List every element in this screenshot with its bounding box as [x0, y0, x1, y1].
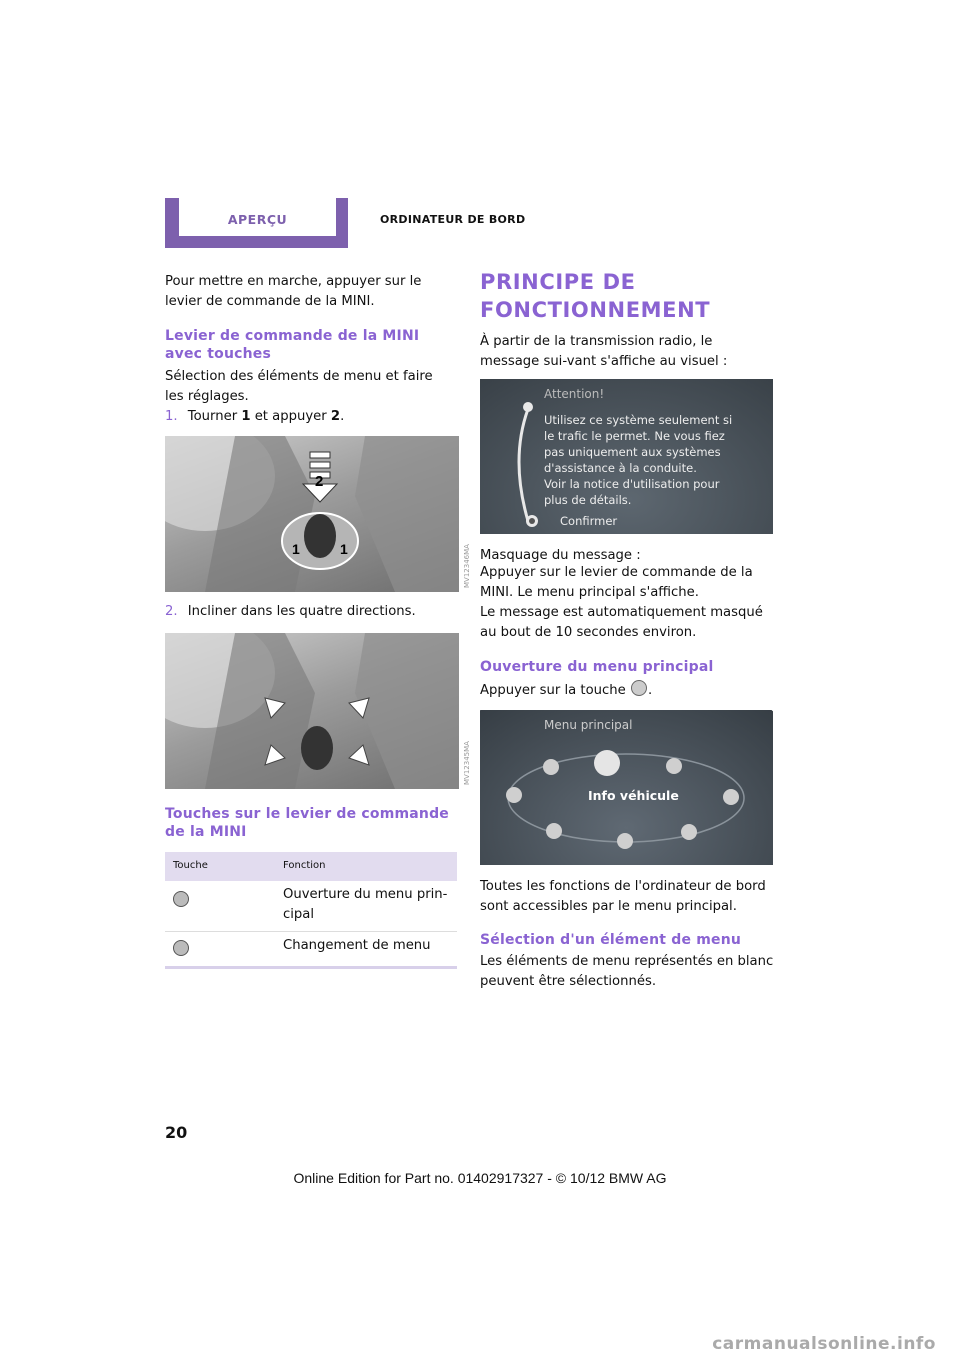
figure1-label-1b: 1 [340, 541, 348, 557]
menu-switch-icon [173, 940, 189, 956]
masquage-text: Appuyer sur le levier de commande de la MINI. Le menu principal s'affiche. [480, 565, 753, 600]
attention-line: le trafic le permet. Ne vous fiez [544, 429, 725, 443]
attention-screen [480, 379, 773, 534]
selection-heading: Sélection d'un élément de menu [480, 932, 742, 948]
step-1 [165, 407, 460, 427]
levier-description: Sélection des éléments de menu et faire les réglages. [165, 369, 433, 404]
figure1-label-1a: 1 [292, 541, 300, 557]
table-row [165, 932, 457, 966]
table-bottom-rule [165, 966, 457, 969]
figure1-code: MV12346MA [463, 544, 471, 588]
figure1-label-2: 2 [315, 473, 324, 490]
table-cell-fonction: Changement de menu [283, 938, 431, 953]
masquage-label: Masquage du message : [480, 548, 641, 563]
step-1-text-b: et appuyer [250, 409, 331, 424]
ouverture-text-b: . [647, 683, 653, 698]
principe-text: À partir de la transmission radio, le message sui-vant s'affiche au visuel : [480, 334, 728, 369]
step-2 [165, 602, 460, 622]
auto-hide-text: Le message est automatiquement masqué au bout de 10 secondes environ. [480, 605, 763, 640]
controller-tilt-photo [165, 633, 459, 789]
table-header-touche: Touche [173, 860, 208, 871]
watermark: carmanualsonline.info [712, 1334, 936, 1354]
figure2-code: MV12345MA [463, 741, 471, 785]
table-header [165, 852, 457, 881]
table-row [165, 881, 457, 931]
main-menu-selected: Info véhicule [588, 788, 679, 803]
home-menu-icon [173, 891, 189, 907]
step-1-bold-b: 2 [330, 409, 341, 424]
home-menu-icon [631, 680, 647, 696]
step-1-number: 1. [165, 409, 178, 424]
toutes-text: Toutes les fonctions de l'ordinateur de bord sont accessibles par le menu principal. [480, 879, 766, 914]
step-1-text-c: . [340, 409, 345, 424]
chapter-title: ORDINATEUR DE BORD [380, 213, 526, 226]
controller-turn-photo [165, 436, 459, 592]
main-menu-screen [480, 710, 773, 865]
ouverture-text-a: Appuyer sur la touche [480, 683, 626, 698]
step-2-number: 2. [165, 604, 178, 619]
table-cell-fonction: Ouverture du menu prin-cipal [283, 887, 448, 922]
ouverture-heading: Ouverture du menu principal [480, 659, 714, 675]
levier-heading: Levier de commande de la MINI avec touches [165, 328, 420, 362]
footer-edition: Online Edition for Part no. 01402917327 - © 10/12 BMW AG [293, 1170, 667, 1186]
step-2-text: Incliner dans les quatre directions. [187, 604, 416, 619]
attention-line: d'assistance à la conduite. [544, 461, 697, 475]
touches-heading: Touches sur le levier de commande de la MINI [165, 806, 449, 840]
attention-line: Voir la notice d'utilisation pour [544, 477, 720, 491]
section-tab-label: APERÇU [179, 198, 336, 236]
confirm-option: Confirmer [560, 514, 618, 528]
attention-line: pas uniquement aux systèmes [544, 445, 721, 459]
page-number: 20 [165, 1123, 188, 1142]
selection-text: Les éléments de menu représentés en blanc peuvent être sélectionnés. [480, 954, 774, 989]
intro-paragraph: Pour mettre en marche, appuyer sur le levier de commande de la MINI. [165, 274, 422, 309]
attention-line: Utilisez ce système seulement si [544, 413, 733, 427]
attention-line: plus de détails. [544, 493, 632, 507]
step-1-text-a: Tourner [187, 409, 242, 424]
table-header-fonction: Fonction [283, 860, 326, 871]
principe-heading: PRINCIPE DE FONCTIONNEMENT [480, 270, 711, 322]
main-menu-title: Menu principal [544, 718, 633, 732]
step-1-bold-a: 1 [241, 409, 251, 424]
ouverture-text [480, 680, 775, 701]
attention-title: Attention! [544, 387, 605, 401]
section-tab [165, 198, 348, 248]
